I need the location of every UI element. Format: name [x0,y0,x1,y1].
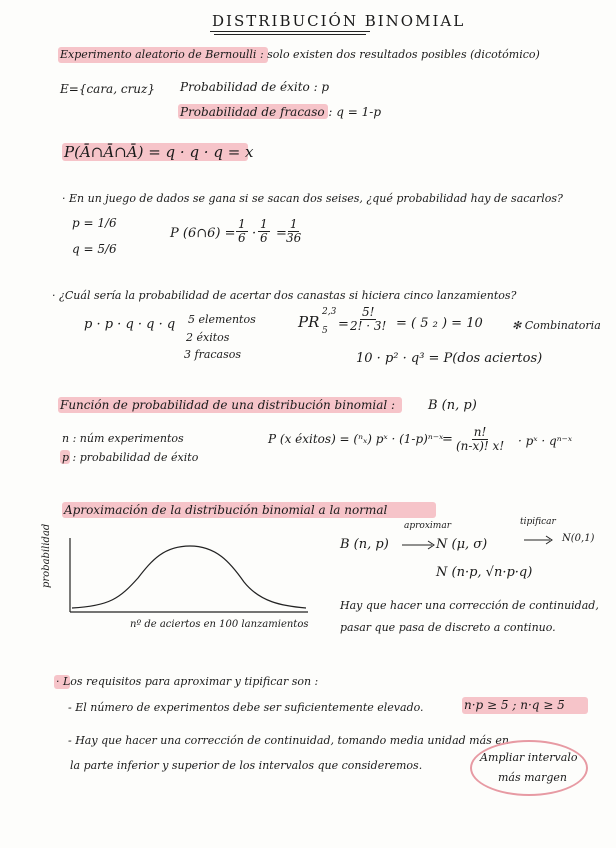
chart-x-label: nº de aciertos en 100 lanzamientos [130,619,309,630]
n-definition: n : núm experimentos [62,432,184,445]
example1-q: q = 5/6 [72,242,117,256]
title-underline [210,31,370,32]
binomial-formula-lhs: P (x éxitos) = (ⁿₓ) pˣ · (1-p)ⁿ⁻ˣ [268,432,444,446]
arrow-right-icon [402,540,436,550]
example2-sequence: p · p · q · q · q [84,317,176,332]
binomial-b: B (n, p) [340,537,389,552]
requirement-2-line-1: - Hay que hacer una corrección de continuidad, tomando media unidad más en [68,734,509,747]
bernoulli-heading: Experimento aleatorio de Bernoulli : solo existen dos resultados posibles (dicotómico) [60,48,540,61]
arrow-aproximar-label: aproximar [404,521,452,531]
example1-equals: = [276,226,287,241]
example1-dot: · [252,226,257,241]
pr-subscript: 5 [322,326,328,336]
fraction-denominator: (n-x)! x! [456,438,505,453]
binomial-formula-tail: · pˣ · qⁿ⁻ˣ [518,434,573,448]
fraction-denominator: 6 [260,230,268,245]
continuity-note-2: pasar que pasa de discreto a continuo. [340,621,556,634]
example2-item-3: 3 fracasos [184,348,242,361]
fraction-numerator: n! [473,425,487,439]
example2-result: 10 · p² · q³ = P(dos aciertos) [356,351,543,366]
sample-space: E={cara, cruz} [60,82,155,96]
fraction-numerator: 1 [260,217,268,231]
failure-probability: Probabilidad de fracaso : q = 1-p [180,105,381,119]
title-underline-2 [214,34,366,35]
example2-question: · ¿Cuál sería la probabilidad de acertar dos canastas si hiciera cinco lanzamientos? [52,289,517,302]
note-oval [470,740,588,796]
example1-prob-lhs: P (6∩6) = [170,226,236,241]
example2-item-1: 5 elementos [188,313,256,326]
continuity-note-1: Hay que hacer una corrección de continuidad, [340,599,599,612]
binomial-formula-fraction [456,426,504,452]
complement-formula: P(Ā∩Ā∩Ā) = q · q · q = x [64,143,254,161]
arrow-tipificar-label: tipificar [520,517,556,527]
combination-result: = ( 5 ₂ ) = 10 [396,316,483,331]
fraction-denominator: 2! · 3! [350,318,387,333]
bell-curve [72,546,306,608]
example1-question: · En un juego de dados se gana si se sacan dos seises, ¿qué probabilidad hay de sacarlos? [62,192,563,205]
example1-fraction-1 [236,218,248,244]
fraction-numerator: 1 [289,217,298,231]
fraction-numerator: 1 [238,217,246,231]
example1-fraction-2 [258,218,270,244]
example1-fraction-3 [286,218,301,244]
widen-interval-note: Ampliar intervalo [480,751,578,764]
example2-item-2: 2 éxitos [186,331,230,344]
example1-p: p = 1/6 [72,216,117,230]
normal-np-formula: N (n·p, √n·p·q) [436,565,533,580]
normal-curve-sketch [60,538,310,620]
fraction-numerator: 5! [361,305,375,319]
requirement-1: - El número de experimentos debe ser suficientemente elevado. [68,701,424,714]
function-heading: Función de probabilidad de una distribución binomial : [60,398,396,412]
requirement-2-line-2: la parte inferior y superior de los intervalos que consideremos. [70,759,423,772]
binomial-notation: B (n, p) [428,398,477,413]
fraction-denominator: 36 [286,230,302,245]
pr-superscript: 2,3 [322,307,337,317]
page-title: DISTRIBUCIÓN BINOMIAL [212,12,466,30]
combinatoria-note: ✻ Combinatoria [512,319,601,332]
success-probability: Probabilidad de éxito : p [180,80,330,94]
approx-heading: Aproximación de la distribución binomial a la normal [64,503,388,517]
requirement-1-condition: n·p ≥ 5 ; n·q ≥ 5 [464,698,565,712]
pr-symbol: PR [298,313,320,331]
normal-mu-sigma: N (μ, σ) [436,537,488,552]
pr-equals: = [338,317,349,332]
fraction-denominator: 6 [238,230,246,245]
p-definition: p : probabilidad de éxito [62,451,199,464]
standard-normal: N(0,1) [562,533,595,544]
more-margin-note: más margen [498,771,568,784]
factorial-fraction [350,306,386,332]
arrow-right-icon [524,535,554,545]
chart-y-label: probabilidad [41,523,52,588]
binomial-formula-eq: = [442,432,453,447]
requirements-heading: · Los requisitos para aproximar y tipificar son : [56,675,319,688]
